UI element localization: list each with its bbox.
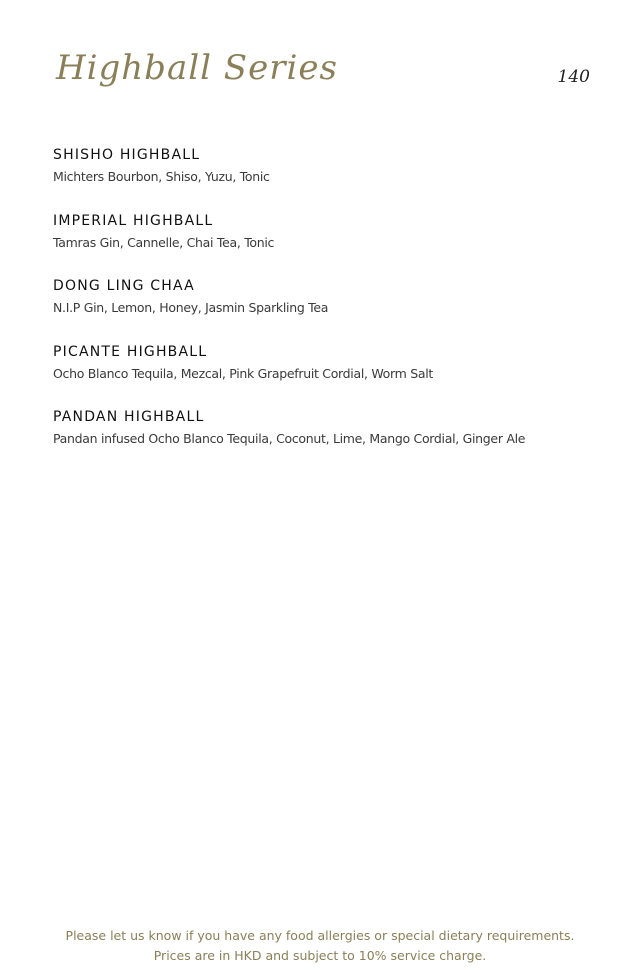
menu-item xyxy=(53,146,613,212)
price-note: Prices are in HKD and subject to 10% service charge. xyxy=(153,948,487,963)
menu-list xyxy=(53,146,613,474)
allergy-note: Please let us know if you have any food allergies or special dietary requirements. xyxy=(65,928,575,943)
item-description: Ocho Blanco Tequila, Mezcal, Pink Grapefruit Cordial, Worm Salt xyxy=(53,365,433,381)
item-description: N.I.P Gin, Lemon, Honey, Jasmin Sparkling Tea xyxy=(53,300,329,315)
item-name: SHISHO HIGHBALL xyxy=(53,147,201,163)
item-description: Michters Bourbon, Shiso, Yuzu, Tonic xyxy=(53,169,270,184)
price-label: 140 xyxy=(557,67,590,87)
menu-item xyxy=(53,408,613,474)
item-name: PICANTE HIGHBALL xyxy=(53,343,208,360)
menu-item xyxy=(53,343,613,409)
page-title: Highball Series xyxy=(56,48,338,88)
footer-notes xyxy=(0,926,640,966)
item-name: DONG LING CHAA xyxy=(53,278,195,294)
item-name: IMPERIAL HIGHBALL xyxy=(53,212,214,229)
item-name: PANDAN HIGHBALL xyxy=(53,409,205,425)
menu-item xyxy=(53,277,613,343)
item-description: Pandan infused Ocho Blanco Tequila, Coconut, Lime, Mango Cordial, Ginger Ale xyxy=(53,431,526,446)
menu-item xyxy=(53,212,613,278)
item-description: Tamras Gin, Cannelle, Chai Tea, Tonic xyxy=(53,234,275,250)
